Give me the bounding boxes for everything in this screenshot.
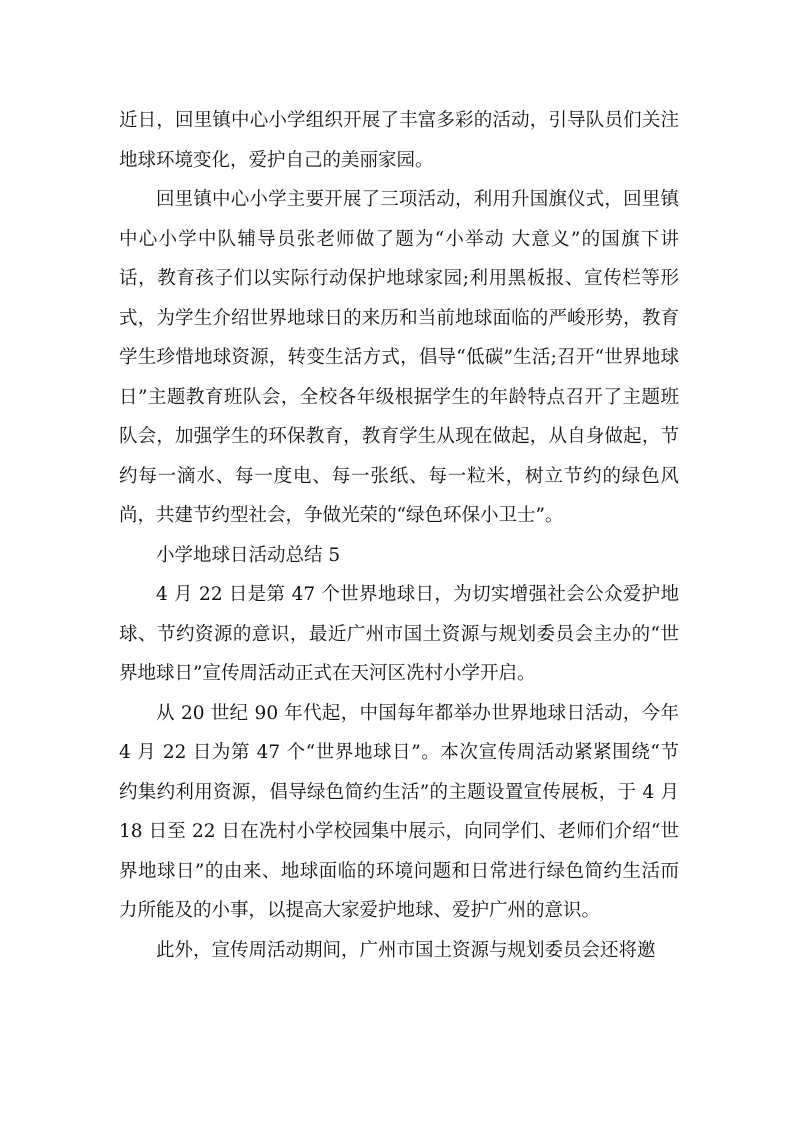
paragraph-activities: 回里镇中心小学主要开展了三项活动，利用升国旗仪式，回里镇中心小学中队辅导员张老师做了题为“小举动 大意义”的国旗下讲话，教育孩子们以实际行动保护地球家园;利用黑板报、宣传栏等形式，为学生介绍世界地球日的来历和当前地球面临的严峻形势，教育学生珍惜地球资源，转变生活方式，倡导“低碳”生活;召开“世界地球日”主题教育班队会，全校各年级根据学生的年龄特点召开了主题班队会，加强学生的环保教育，教育学生从现在做起，从自身做起，节约每一滴水、每一度电、每一张纸、每一粒米，树立节约的绿色风尚，共建节约型社会，争做光荣的“绿色环保小卫士”。 <box>119 189 679 526</box>
paragraph-intro: 近日，回里镇中心小学组织开展了丰富多彩的活动，引导队员们关注地球环境变化，爱护自己的美丽家园。 <box>119 110 679 171</box>
paragraph-additional: 此外，宣传周活动期间，广州市国土资源与规划委员会还将邀 <box>156 939 656 961</box>
paragraph-history: 从 20 世纪 90 年代起，中国每年都举办世界地球日活动，今年 4 月 22 日为第 47 个“世界地球日”。本次宣传周活动紧紧围绕“节约集约利用资源，倡导绿色简约生活”的主题设置宣传展板，于 4 月 18 日至 22 日在冼村小学校园集中展示，向同学们、老师们介绍“世界地球日”的由来、地球面临的环境问题和日常进行绿色简约生活而力所能及的小事，以提高大家爱护地球、爱护广州的意识。 <box>119 702 679 921</box>
section-heading: 小学地球日活动总结 5 <box>156 544 341 566</box>
paragraph-earth-day: 4 月 22 日是第 47 个世界地球日，为切实增强社会公众爱护地球、节约资源的意识，最近广州市国土资源与规划委员会主办的“世界地球日”宣传周活动正式在天河区冼村小学开启。 <box>119 584 679 684</box>
document-body <box>119 101 679 970</box>
